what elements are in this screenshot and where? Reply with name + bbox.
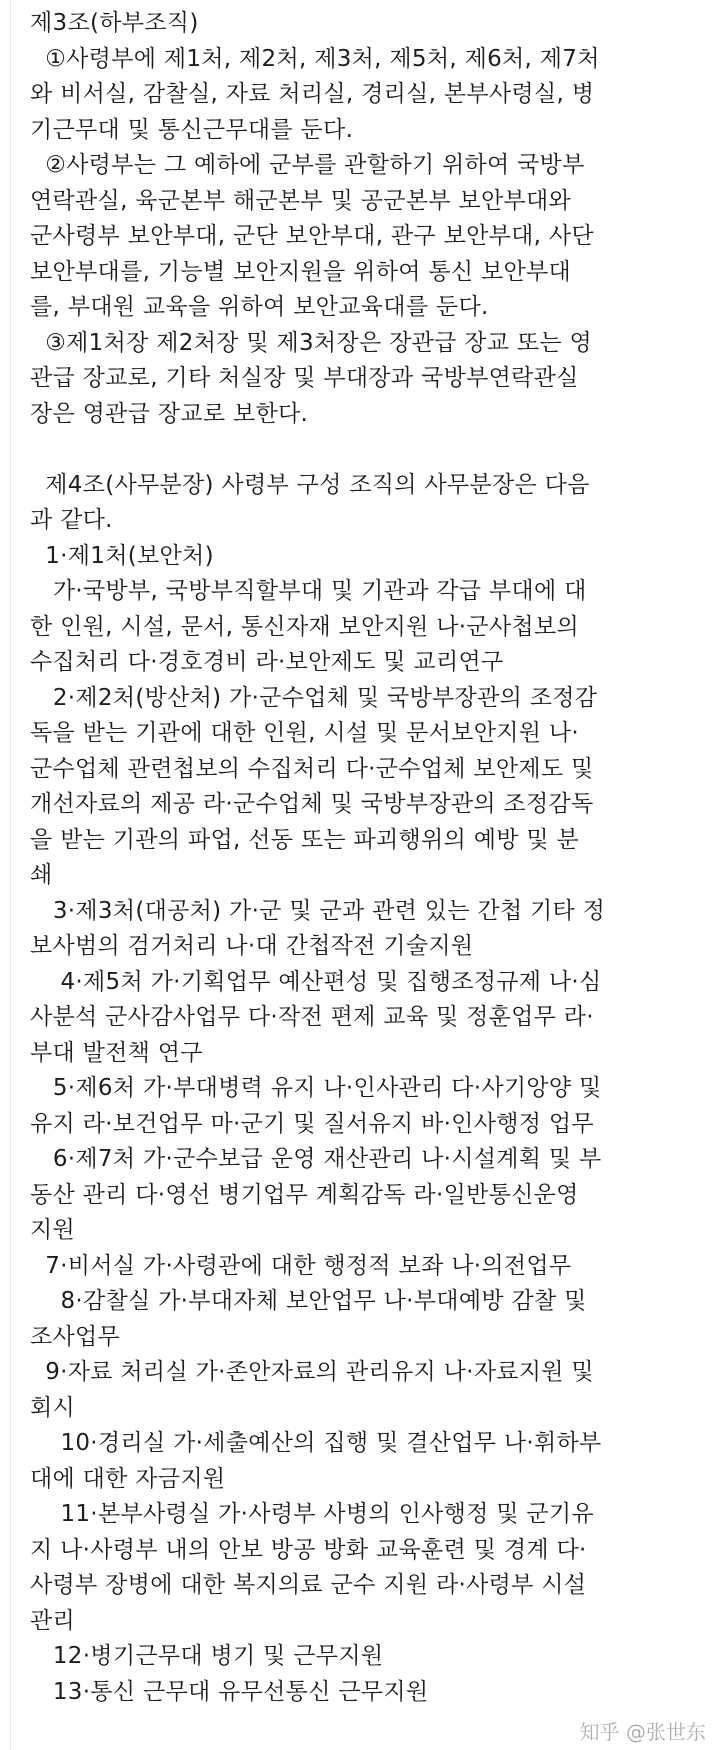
text-line: 을 받는 기관의 파업, 선동 또는 파괴행위의 예방 및 분: [30, 826, 579, 853]
text-line: 유지 라·보건업무 마·군기 및 질서유지 바·인사행정 업무: [30, 1110, 594, 1137]
paragraph-gap: [30, 432, 706, 468]
text-line: ①사령부에 제1처, 제2처, 제3처, 제5처, 제6처, 제7처: [30, 45, 600, 72]
text-line: 가·국방부, 국방부직할부대 및 기관과 각급 부대에 대: [30, 578, 587, 604]
text-line: 4·제5처 가·기획업무 예산편성 및 집행조정규제 나·심: [30, 968, 602, 995]
text-line: 를, 부대원 교육을 위하여 보안교육대를 둔다.: [30, 294, 489, 320]
text-line: 1·제1처(보안처): [30, 542, 214, 569]
text-line: 수집처리 다·경호경비 라·보안제도 및 교리연구: [30, 649, 504, 675]
text-line: 사령부 장병에 대한 복지의료 군수 지원 라·사령부 시설: [30, 1572, 587, 1598]
article-4-heading: 제4조(사무분장) 사령부 구성 조직의 사무분장은 다음: [30, 471, 590, 498]
text-line: 군수업체 관련첩보의 수집처리 다·군수업체 보안제도 및: [30, 755, 594, 782]
text-line: 지 나·사령부 내의 안보 방공 방화 교육훈련 및 경계 다·: [30, 1536, 587, 1563]
regulation-text: [30, 6, 706, 1710]
text-line: 대에 대한 자금지원: [30, 1465, 226, 1492]
text-line: 쇄: [30, 862, 53, 888]
text-line: 9·자료 처리실 가·존안자료의 관리유지 나·자료지원 및: [30, 1359, 594, 1385]
text-line: 독을 받는 기관에 대한 인원, 시설 및 문서보안지원 나·: [30, 720, 579, 746]
text-line: 동산 관리 다·영선 병기업무 계획감독 라·일반통신운영: [30, 1181, 579, 1208]
text-line: 8·감찰실 가·부대자체 보안업무 나·부대예방 감찰 및: [30, 1288, 587, 1314]
text-line: 관급 장교로, 기타 처실장 및 부대장과 국방부연락관실: [30, 365, 579, 391]
text-line: 조사업무: [30, 1323, 121, 1350]
text-line: ②사령부는 그 예하에 군부를 관할하기 위하여 국방부: [30, 152, 585, 178]
text-line: 부대 발전책 연구: [30, 1039, 203, 1066]
text-line: 개선자료의 제공 라·군수업체 및 국방부장관의 조정감독: [30, 791, 594, 817]
text-line: 5·제6처 가·부대병력 유지 나·인사관리 다·사기앙양 및: [30, 1075, 602, 1101]
text-line: 기근무대 및 통신근무대를 둔다.: [30, 116, 354, 143]
article-4-block: [30, 468, 706, 1711]
text-line: 2·제2처(방산처) 가·군수업체 및 국방부장관의 조정감: [30, 684, 598, 711]
text-line: 보안부대를, 기능별 보안지원을 위하여 통신 보안부대: [30, 258, 572, 285]
text-line: 보사범의 검거처리 나·대 간첩작전 기술지원: [30, 933, 474, 959]
text-line: 사분석 군사감사업무 다·작전 편제 교육 및 정훈업무 라·: [30, 1004, 594, 1030]
text-line: 7·비서실 가·사령관에 대한 행정적 보좌 나·의전업무: [30, 1252, 572, 1279]
text-line: 3·제3처(대공처) 가·군 및 군과 관련 있는 간첩 기타 정: [30, 897, 606, 924]
text-line: 과 같다.: [30, 507, 113, 533]
text-line: 와 비서실, 감찰실, 자료 처리실, 경리실, 본부사령실, 병: [30, 81, 595, 107]
text-line: 군사령부 보안부대, 군단 보안부대, 관구 보안부대, 사단: [30, 223, 594, 249]
text-line: 12·병기근무대 병기 및 근무지원: [30, 1643, 384, 1669]
text-line: 회시: [30, 1394, 76, 1421]
text-line: 한 인원, 시설, 문서, 통신자재 보안지원 나·군사첩보의: [30, 613, 579, 640]
text-line: 11·본부사령실 가·사령부 사병의 인사행정 및 군기유: [30, 1501, 594, 1527]
text-line: 13·통신 근무대 유무선통신 근무지원: [30, 1678, 429, 1705]
text-line: 관리: [30, 1607, 76, 1634]
article-3-heading: 제3조(하부조직): [30, 10, 199, 36]
text-line: 장은 영관급 장교로 보한다.: [30, 400, 309, 427]
text-line: ③제1처장 제2처장 및 제3처장은 장관급 장교 또는 영: [30, 329, 593, 356]
left-margin-rule: [10, 0, 11, 1750]
article-3-block: [30, 6, 706, 432]
text-line: 10·경리실 가·세출예산의 집행 및 결산업무 나·휘하부: [30, 1430, 602, 1456]
text-line: 연락관실, 육군본부 해군본부 및 공군본부 보안부대와: [30, 187, 572, 214]
zhihu-watermark: 知乎 @张世东: [579, 1720, 706, 1744]
text-line: 지원: [30, 1217, 76, 1243]
text-line: 6·제7처 가·군수보급 운영 재산관리 나·시설계획 및 부: [30, 1146, 602, 1172]
